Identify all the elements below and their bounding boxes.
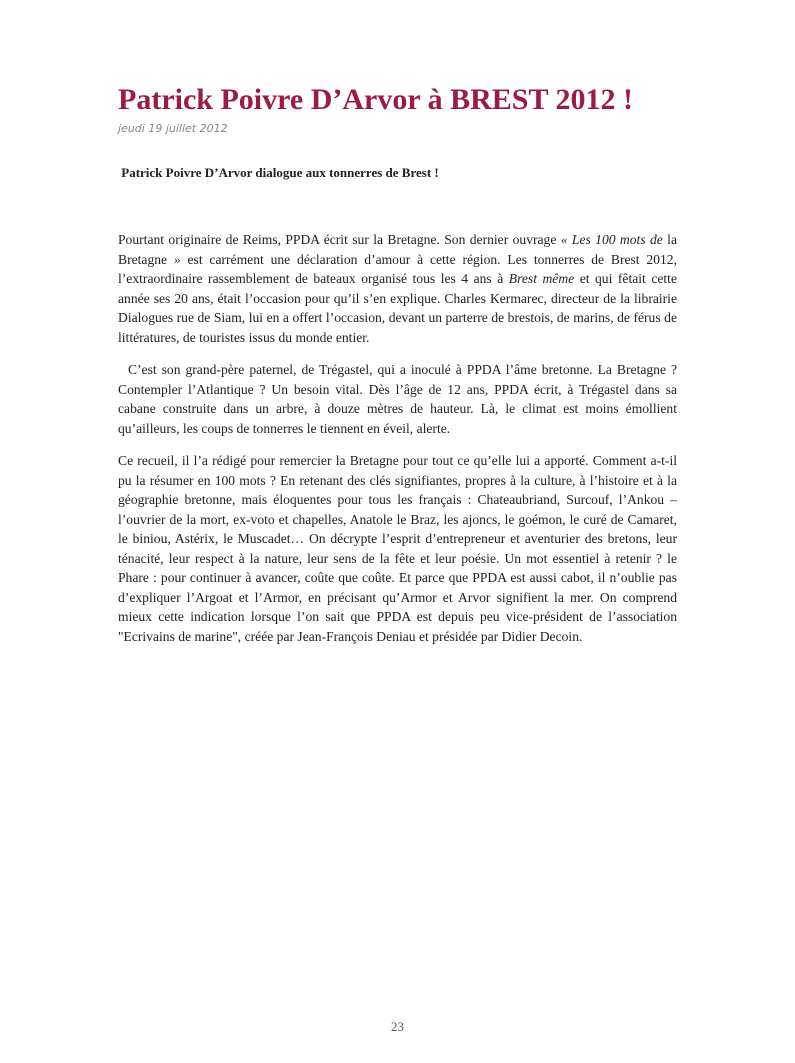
paragraph-1-text-d: et qui fêtait cette année ses 20 ans, était l’occasion pour qu’il s’en explique. Charles Kermarec, directeur de la librairie Dialogues rue de Siam, lui en a offert l’occasion, devant un parterre de brestois, de marins, de férus de littératures, de touristes issus du monde entier. <box>118 271 677 345</box>
paragraph-3: Ce recueil, il l’a rédigé pour remercier la Bretagne pour tout ce qu’elle lui a apporté. Comment a-t-il pu la résumer en 100 mots ? En retenant des clés signifiantes, propres à la culture, à l’histoire et à la géographie bretonne, mais éloquentes pour tous les français : Chateaubriand, Surcouf, l’Ankou –l’ouvrier de la mort, ex-voto et chapelles, Anatole le Braz, les ajoncs, le goémon, le curé de Camaret, le biniou, Astérix, le Muscadet… On décrypte l’esprit d’entrepreneur et aventurier des bretons, leur ténacité, leur respect à la nature, leur sens de la fête et leur poésie. Un mot essentiel à retenir ? le Phare : pour continuer à avancer, coûte que coûte. Et parce que PPDA est aussi cabot, il n’oublie pas d’expliquer l’Argoat et l’Armor, en précisant qu’Armor et Arvor signifient la mer. On comprend mieux cette indication lorsque l’on sait que PPDA est depuis peu vice-président de l’association "Ecrivains de marine", créée par Jean-François Deniau et présidée par Didier Decoin. <box>118 453 677 644</box>
book-title: « Les 100 mots de <box>560 232 663 247</box>
paragraph-1 <box>118 230 677 347</box>
article-title: Patrick Poivre D’Arvor à BREST 2012 ! <box>118 83 633 116</box>
article-subtitle: Patrick Poivre D’Arvor dialogue aux tonnerres de Brest ! <box>118 165 439 180</box>
place-name: Brest même <box>508 271 575 286</box>
article-body <box>118 230 681 659</box>
paragraph-2: C’est son grand-père paternel, de Trégastel, qui a inoculé à PPDA l’âme bretonne. La Bretagne ? Contempler l’Atlantique ? Un besoin vital. Dès l’âge de 12 ans, PPDA écrit, à Trégastel dans sa cabane construite dans un arbre, à douze mètres de hauteur. Là, le climat est moins émollient qu’ailleurs, les coups de tonnerres le tiennent en éveil, alerte. <box>118 362 681 436</box>
book-title-close-quote: » <box>173 251 181 267</box>
article-date: jeudi 19 juillet 2012 <box>118 122 228 135</box>
paragraph-1-text-a: Pourtant originaire de Reims, PPDA écrit sur la Bretagne. Son dernier ouvrage <box>118 232 561 247</box>
paragraph-1-text-b: la Bretagne <box>118 232 677 267</box>
page-number: 23 <box>391 1019 404 1034</box>
paragraph-1-text-c: est carrément une déclaration d’amour à cette région. Les tonnerres de Brest 2012, l’extraordinaire rassemblement de bateaux organisé tous les 4 ans à <box>118 251 677 286</box>
